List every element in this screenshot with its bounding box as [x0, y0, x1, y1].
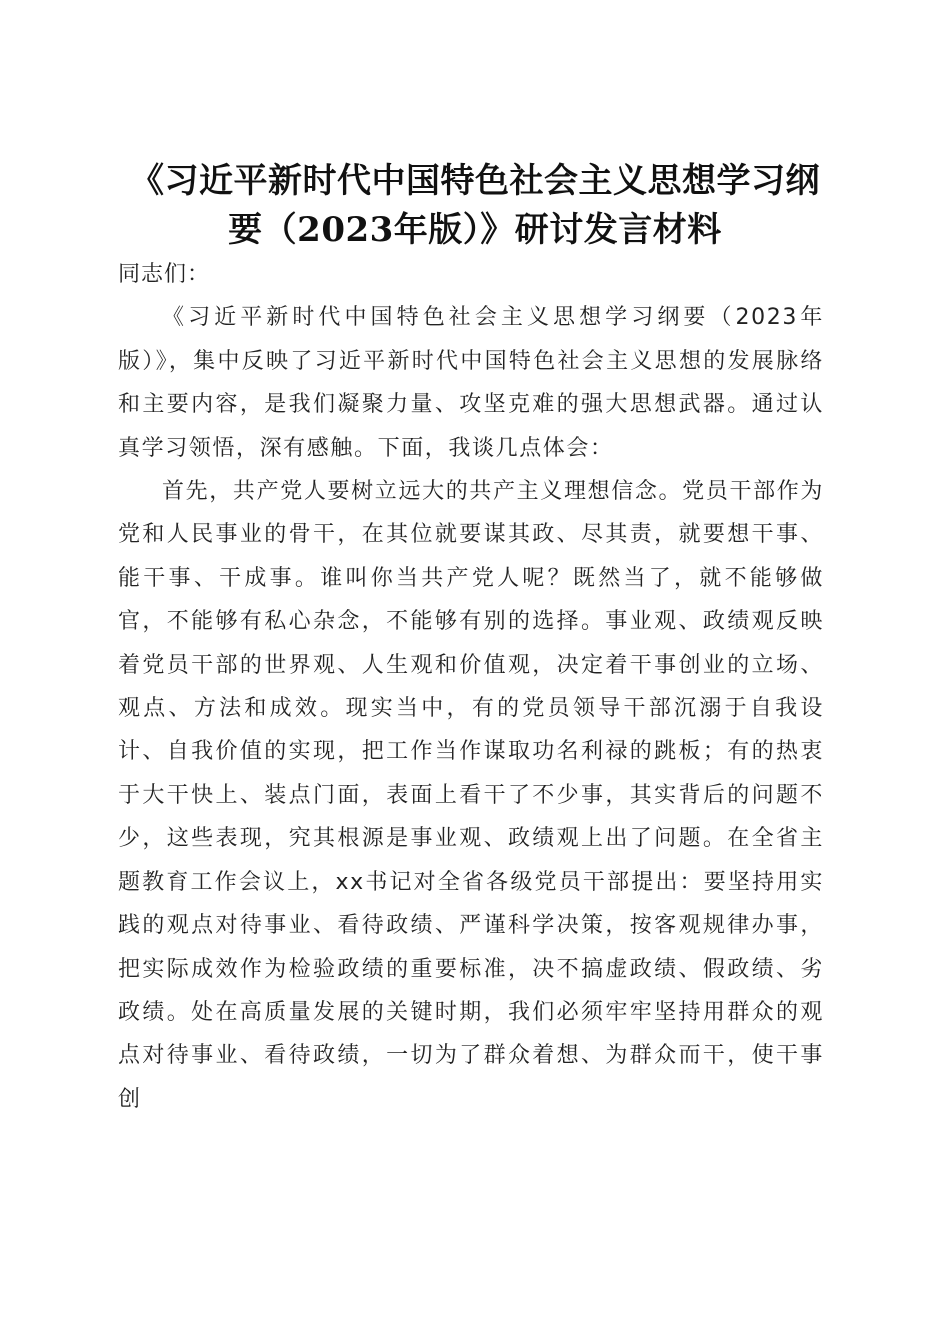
paragraph-intro: 《习近平新时代中国特色社会主义思想学习纲要（2023年版）》，集中反映了习近平新时代中国特色社会主义思想的发展脉络和主要内容，是我们凝聚力量、攻坚克难的强大思想武器。通过认真学习领悟，深有感触。下面，我谈几点体会：	[118, 305, 824, 461]
title-line-2: 要（2023年版）》研讨发言材料	[228, 209, 722, 250]
document-title	[118, 157, 832, 255]
document-body	[118, 253, 824, 1121]
title-line-1: 《习近平新时代中国特色社会主义思想学习纲	[130, 160, 820, 201]
paragraph-first-point: 首先，共产党人要树立远大的共产主义理想信念。党员干部作为党和人民事业的骨干，在其位就要谋其政、尽其责，就要想干事、能干事、干成事。谁叫你当共产党人呢？既然当了，就不能够做官，不能够有私心杂念，不能够有别的选择。事业观、政绩观反映着党员干部的世界观、人生观和价值观，决定着干事创业的立场、观点、方法和成效。现实当中，有的党员领导干部沉溺于自我设计、自我价值的实现，把工作当作谋取功名利禄的跳板；有的热衷于大干快上、装点门面，表面上看干了不少事，其实背后的问题不少，这些表现，究其根源是事业观、政绩观上出了问题。在全省主题教育工作会议上，xx书记对全省各级党员干部提出：要坚持用实践的观点对待事业、看待政绩、严谨科学决策，按客观规律办事，把实际成效作为检验政绩的重要标准，决不搞虚政绩、假政绩、劣政绩。处在高质量发展的关键时期，我们必须牢牢坚持用群众的观点对待事业、看待政绩，一切为了群众着想、为群众而干，使干事创	[118, 479, 824, 1112]
salutation: 同志们：	[118, 262, 211, 287]
